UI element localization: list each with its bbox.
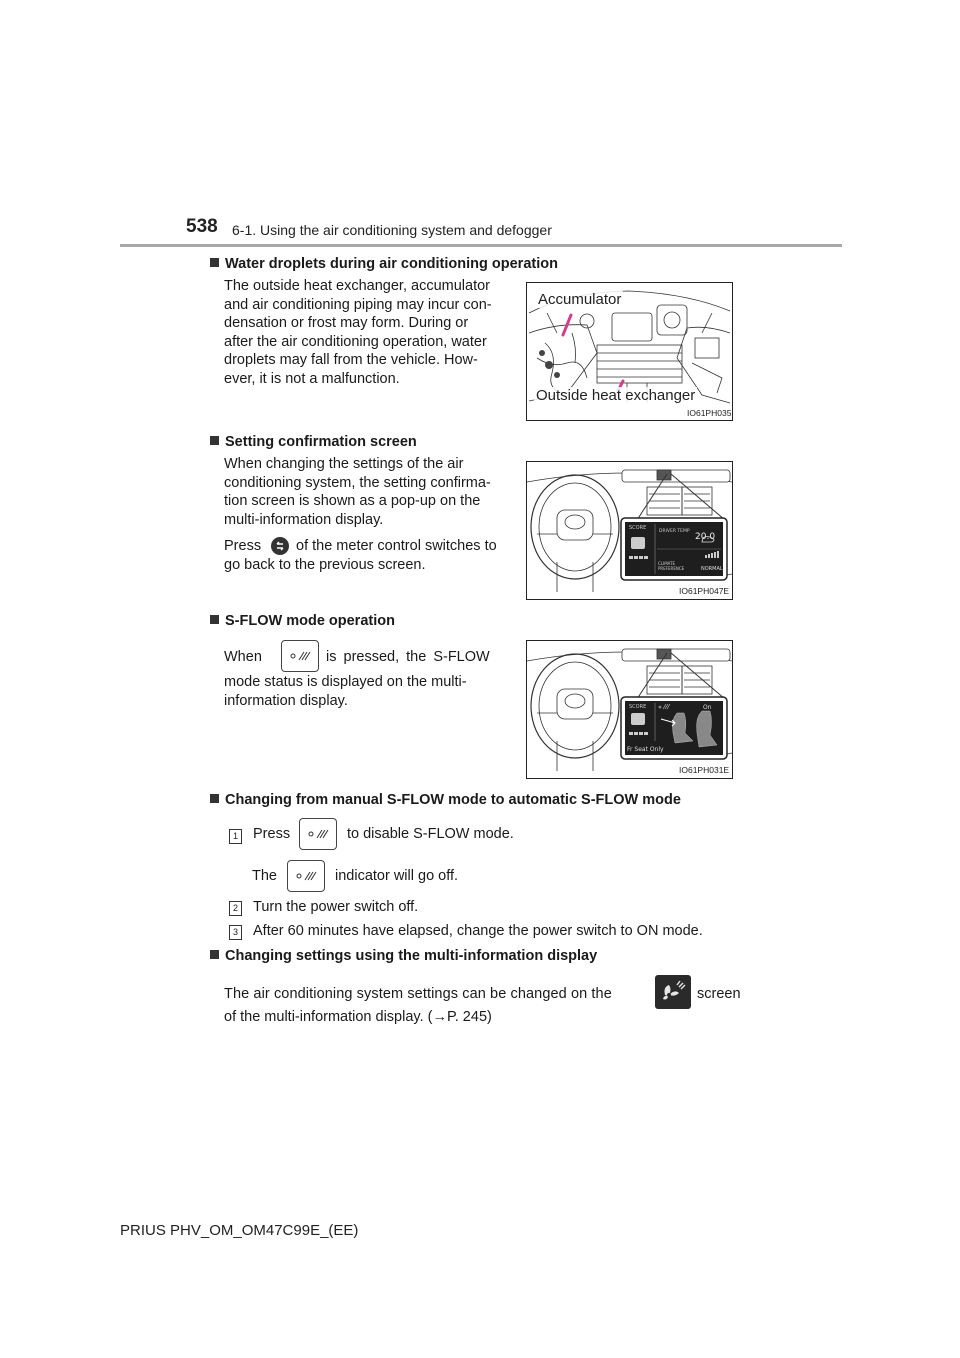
press-after-text: of the meter control switches to [296,538,497,555]
mid-sflow-state: On [703,704,712,711]
back-button-icon [271,537,289,555]
mid-climate-preference-label [658,562,684,571]
mid-score-label: SCORE [629,704,647,710]
dashboard-sflow-illustration [526,640,733,779]
heading-setting-confirmation [210,434,417,450]
heading-text: S-FLOW mode operation [225,613,395,629]
sflow-glyph [288,861,324,891]
text-line: conditioning system, the setting confirma- [224,474,491,491]
text-line: droplets may fall from the vehicle. How- [224,352,478,369]
multi-line1-after-text: screen [697,986,741,1002]
bullet-square-icon [210,615,219,624]
press-text: Press [224,538,262,555]
mid-score-label: SCORE [629,525,647,531]
step-number-1: 1 [229,829,242,844]
text-line: When changing the settings of the air [224,456,464,472]
text-line: and air conditioning piping may incur con- [224,296,492,313]
page-number: 538 [186,216,218,237]
heading-text: Setting confirmation screen [225,434,417,450]
climate-screen-icon [655,975,691,1009]
engine-bay-illustration [526,282,733,421]
heading-text: Changing settings using the multi-information display [225,948,598,964]
callout-outside-heat-exchanger: Outside heat exchanger [536,387,696,404]
mid-climate-line: CLIMATE [658,561,676,566]
text-line: ever, it is not a malfunction. [224,370,400,387]
when-text: When [224,649,262,665]
sflow-indicator-icon [287,860,325,892]
step2-text: Turn the power switch off. [253,899,419,915]
mid-preference-line: PREFERENCE [658,565,685,571]
bullet-square-icon [210,258,219,267]
sflow-glyph [300,819,336,849]
image-code: IO61PH035 [687,408,732,418]
text-line: go back to the previous screen. [224,556,426,573]
sflow-button-icon [281,640,319,672]
heading-text: Changing from manual S-FLOW mode to automatic S-FLOW mode [225,792,681,808]
multi-line2-text: of the multi-information display. (→P. 245) [224,1009,492,1025]
step1-after-text: to disable S-FLOW mode. [347,826,514,842]
mid-mode-value: NORMAL [701,566,723,572]
bullet-square-icon [210,950,219,959]
step1-press-text: Press [253,826,291,842]
mid-driver-temp-label: DRIVER TEMP [659,529,690,534]
sflow-first-line [224,640,507,670]
heading-changing-sflow-mode [210,792,681,808]
step-number-3: 3 [229,925,242,940]
text-line: tion screen is shown as a pop-up on the [224,493,481,510]
paragraph-water-droplets [224,277,507,389]
image-code: IO61PH047E [679,586,730,596]
text-line: information display. [224,692,348,709]
dashboard-confirmation-illustration [526,461,733,600]
text-line: The outside heat exchanger, accumulator [224,278,490,294]
sflow-after-text: is pressed, the S-FLOW [326,649,490,665]
sflow-button-icon [299,818,337,850]
sflow-glyph [282,641,318,671]
text-line: after the air conditioning operation, water [224,333,487,350]
section-title: 6-1. Using the air conditioning system and defogger [232,222,552,238]
text-line: multi-information display. [224,511,384,528]
press-line [224,537,507,556]
mid-seat-text: Fr Seat Only [627,746,664,753]
heading-water-droplets [210,256,558,272]
text-line: mode status is displayed on the multi- [224,674,467,690]
mid-temp-value: 20.0 [695,532,716,542]
paragraph-setting-confirmation [224,455,507,575]
step1-sub-after-text: indicator will go off. [335,868,459,884]
bullet-square-icon [210,436,219,445]
back-arrow-glyph [271,537,289,555]
header-divider [120,244,842,247]
image-code: IO61PH031E [679,765,730,775]
multi-line1-text: The air conditioning system settings can be changed on the [224,986,612,1002]
heading-text: Water droplets during air conditioning operation [225,256,558,272]
bullet-square-icon [210,794,219,803]
paragraph-sflow-operation [224,640,507,730]
heading-sflow-operation [210,613,395,629]
step-number-2: 2 [229,901,242,916]
step3-text: After 60 minutes have elapsed, change the power switch to ON mode. [253,923,703,939]
step1-sub-the-text: The [252,868,277,884]
climate-glyph [655,975,691,1009]
heading-multi-information [210,948,597,964]
text-line: densation or frost may form. During or [224,315,469,332]
callout-accumulator: Accumulator [538,291,622,308]
footer-document-id: PRIUS PHV_OM_OM47C99E_(EE) [120,1222,359,1239]
